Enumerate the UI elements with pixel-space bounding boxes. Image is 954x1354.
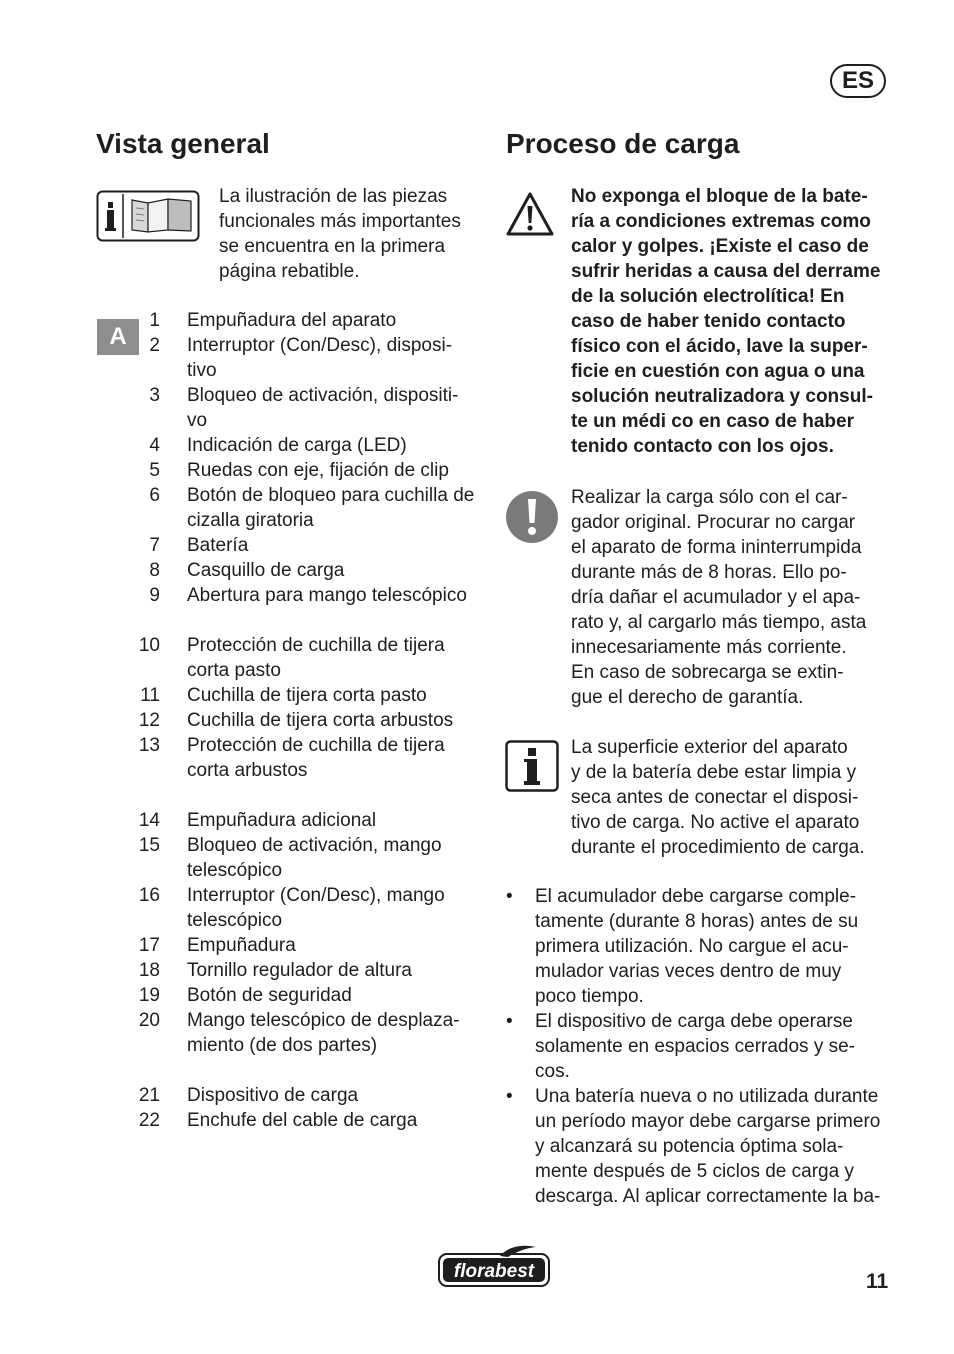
warning-line: caso de haber tenido contacto [571,311,846,332]
bullet-line: mente después de 5 ciclos de carga y [535,1161,854,1182]
info-book-icon [96,190,200,242]
list-item [96,933,486,958]
item-number: 18 [138,960,160,981]
warning-line: de la solución electrolítica! En [571,286,845,307]
caution-line: gador original. Procurar no cargar [571,512,856,533]
logo-text: florabest [453,1261,535,1282]
list-item [96,1108,486,1133]
item-number: 17 [138,935,160,956]
item-text: Indicación de carga (LED) [187,435,407,456]
item-number: 9 [149,585,160,606]
bullet-line: poco tiempo. [535,986,644,1007]
item-number: 4 [149,435,160,456]
list-item [96,383,486,433]
bullet-item [506,884,896,1009]
item-text: Empuñadura [187,935,296,956]
list-item [96,983,486,1008]
item-number: 2 [149,335,160,356]
left-heading: Vista general [96,128,270,159]
intro-line: funcionales más importantes [219,211,461,232]
item-text: miento (de dos partes) [187,1035,378,1056]
item-number: 3 [149,385,160,406]
bullet-line: mulador varias veces dentro de muy [535,961,842,982]
item-number: 22 [138,1110,160,1131]
bullet-line: descarga. Al aplicar correctamente la ba- [535,1186,881,1207]
caution-line: durante más de 8 horas. Ello po- [571,562,847,583]
item-text: Protección de cuchilla de tijera [187,735,445,756]
florabest-logo [438,1244,552,1290]
caution-line: innecesariamente más corriente. [571,637,847,658]
intro-line: se encuentra en la primera [219,236,446,257]
list-item [96,308,486,333]
warning-line: calor y golpes. ¡Existe el caso de [571,236,869,257]
bullet-list [506,884,896,1209]
item-number: 14 [138,810,160,831]
list-item [96,1083,486,1108]
bullet-line: tamente (durante 8 horas) antes de su [535,911,859,932]
item-text: corta arbustos [187,760,308,781]
item-text: Cuchilla de tijera corta arbustos [187,710,454,731]
bullet-line: solamente en espacios cerrados y se- [535,1036,855,1057]
section-marker-a: A [97,319,139,355]
language-badge: ES [830,64,886,98]
item-number: 11 [140,685,160,706]
page-number: 11 [866,1270,889,1293]
item-text: tivo [187,360,217,381]
list-item [96,833,486,883]
caution-line: Realizar la carga sólo con el car- [571,487,848,508]
item-number: 15 [138,835,160,856]
info-line: La superficie exterior del aparato [571,737,848,758]
bullet-line: primera utilización. No cargue el acu- [535,936,849,957]
warning-line: te un médi co en caso de haber [571,411,854,432]
parts-list [96,308,486,1133]
list-item [96,558,486,583]
warning-line: ficie en cuestión con agua o una [571,361,865,382]
item-text: Protección de cuchilla de tijera [187,635,445,656]
item-text: telescópico [187,910,283,931]
item-text: Abertura para mango telescópico [187,585,467,606]
item-number: 20 [138,1010,160,1031]
item-text: Tornillo regulador de altura [187,960,412,981]
caution-exclamation-icon [505,490,559,544]
list-item [96,633,486,683]
info-line: durante el procedimiento de carga. [571,837,865,858]
item-text: Enchufe del cable de carga [187,1110,418,1131]
item-number: 7 [149,535,160,556]
warning-line: ría a condiciones extremas como [571,211,871,232]
item-text: Batería [187,535,249,556]
item-text: Interruptor (Con/Desc), disposi- [187,335,453,356]
bullet-dot: • [506,1086,513,1107]
item-number: 13 [138,735,160,756]
list-item [96,958,486,983]
list-item [96,533,486,558]
bullet-item [506,1084,896,1209]
list-item [96,733,486,783]
item-number: 10 [138,635,160,656]
warning-line: No exponga el bloque de la bate- [571,186,868,207]
info-icon [505,740,559,792]
list-item [96,808,486,833]
item-text: Bloqueo de activación, dispositi- [187,385,459,406]
bullet-line: y alcanzará su potencia óptima sola- [535,1136,844,1157]
warning-triangle-icon [505,191,555,237]
bullet-line: El dispositivo de carga debe operarse [535,1011,853,1032]
item-text: Cuchilla de tijera corta pasto [187,685,427,706]
list-item [96,883,486,933]
item-number: 19 [138,985,160,1006]
item-text: Dispositivo de carga [187,1085,359,1106]
warning-line: tenido contacto con los ojos. [571,436,834,457]
item-text: telescópico [187,860,283,881]
item-text: cizalla giratoria [187,510,314,531]
item-text: Interruptor (Con/Desc), mango [187,885,445,906]
item-text: vo [187,410,208,431]
info-line: seca antes de conectar el disposi- [571,787,859,808]
list-item [96,583,486,608]
bullet-dot: • [506,1011,513,1032]
bullet-line: cos. [535,1061,570,1082]
item-number: 5 [149,460,160,481]
list-item [96,458,486,483]
warning-line: físico con el ácido, lave la super- [571,336,868,357]
right-heading: Proceso de carga [506,128,740,159]
info-line: tivo de carga. No active el aparato [571,812,860,833]
warning-line: sufrir heridas a causa del derrame [571,261,881,282]
item-text: Ruedas con eje, fijación de clip [187,460,449,481]
item-text: Casquillo de carga [187,560,345,581]
item-number: 16 [138,885,160,906]
bullet-line: un período mayor debe cargarse primero [535,1111,881,1132]
item-text: Mango telescópico de desplaza- [187,1010,460,1031]
list-item [96,683,486,708]
item-text: Empuñadura adicional [187,810,377,831]
item-text: Botón de bloqueo para cuchilla de [187,485,475,506]
item-number: 21 [138,1085,160,1106]
item-number: 6 [149,485,160,506]
list-item [96,333,486,383]
intro-line: La ilustración de las piezas [219,186,448,207]
item-number: 1 [149,310,160,331]
caution-line: En caso de sobrecarga se extin- [571,662,844,683]
caution-line: rato y, al cargarlo más tiempo, asta [571,612,867,633]
bullet-item [506,1009,896,1084]
warning-line: solución neutralizadora y consul- [571,386,873,407]
caution-line: el aparato de forma ininterrumpida [571,537,862,558]
caution-line: gue el derecho de garantía. [571,687,804,708]
list-item [96,1008,486,1058]
bullet-line: El acumulador debe cargarse comple- [535,886,857,907]
item-text: Empuñadura del aparato [187,310,397,331]
item-text: Botón de seguridad [187,985,352,1006]
item-text: Bloqueo de activación, mango [187,835,442,856]
caution-line: dría dañar el acumulador y el apa- [571,587,861,608]
list-item [96,708,486,733]
info-line: y de la batería debe estar limpia y [571,762,857,783]
item-number: 12 [138,710,160,731]
item-number: 8 [149,560,160,581]
bullet-dot: • [506,886,513,907]
item-text: corta pasto [187,660,281,681]
bullet-line: Una batería nueva o no utilizada durante [535,1086,879,1107]
list-item [96,433,486,458]
list-item [96,483,486,533]
intro-line: página rebatible. [219,261,360,282]
